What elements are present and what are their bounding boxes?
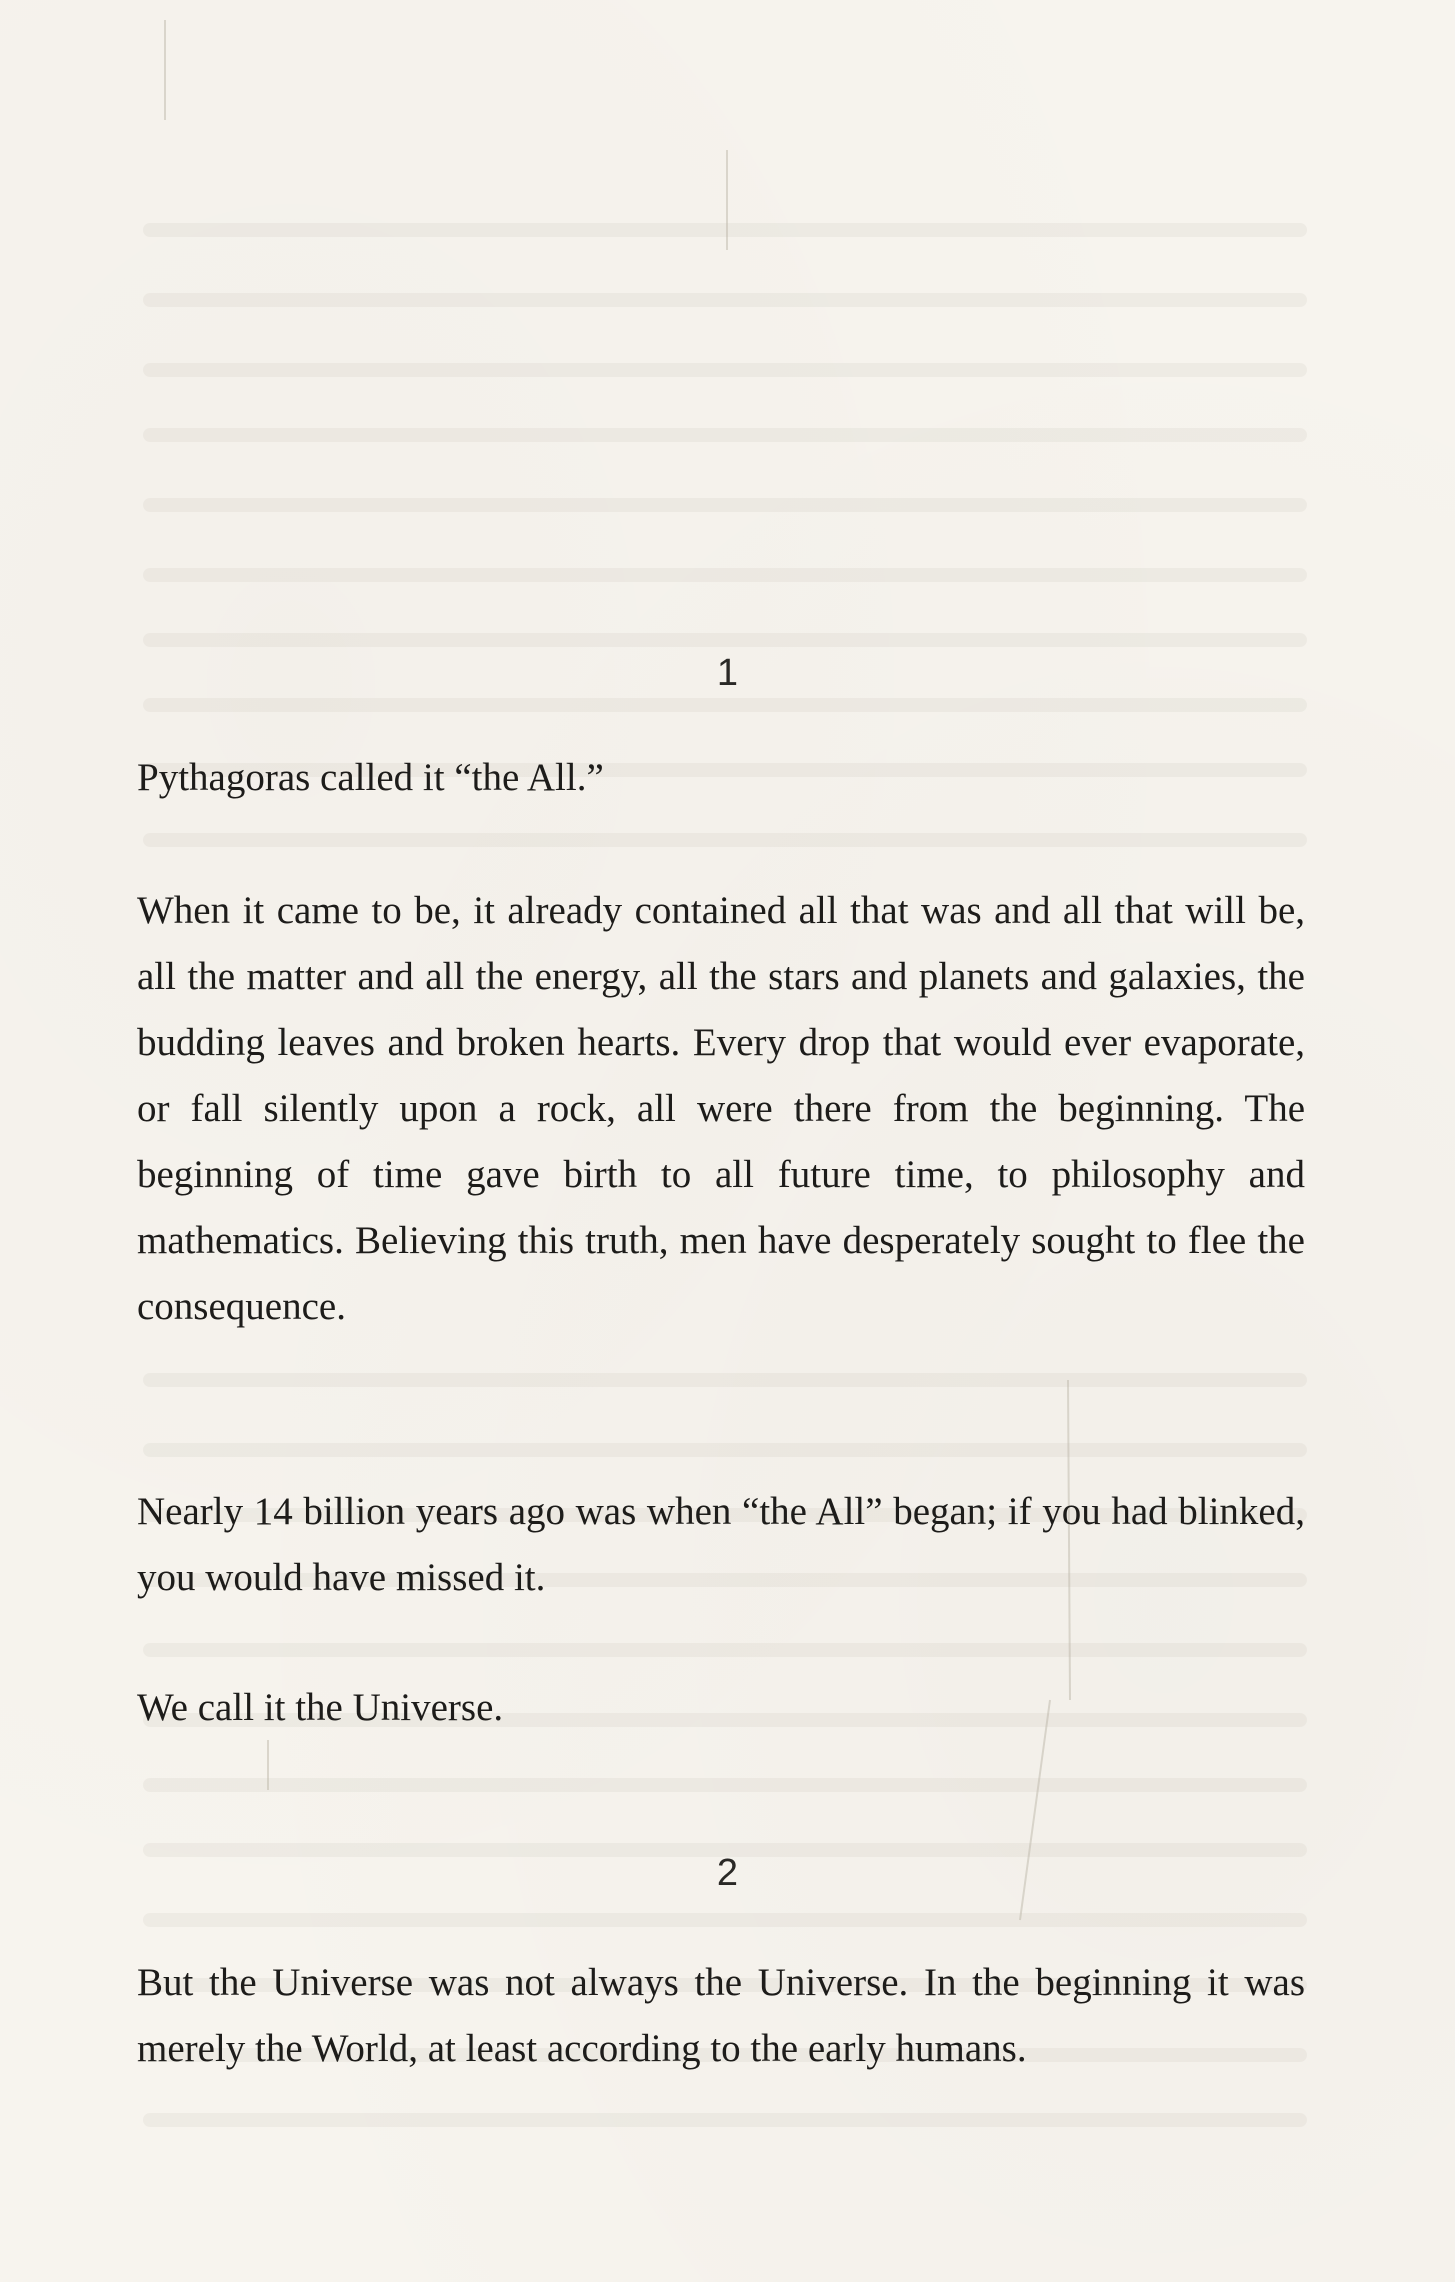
section-1-paragraph-4: We call it the Universe.: [137, 1686, 504, 1729]
section-1-paragraph-2: When it came to be, it already contained all that was and all that will be, all the matter and all the energy, all the stars and planets and galaxies, the budding leaves and broken hearts. Every drop that would ever evaporate, or fall silently upon a rock, all were there from the beginning. The beginning of time gave birth to all future time, to philosophy and mathematics. Believing this truth, men have desperately sought to flee the consequence.: [137, 889, 1305, 1328]
section-2-paragraph-1: But the Universe was not always the Universe. In the beginning it was merely the World, at least according to the early humans.: [137, 1961, 1305, 2070]
section-1-paragraph-3: Nearly 14 billion years ago was when “the All” began; if you had blinked, you would have missed it.: [137, 1490, 1305, 1599]
section-number-2: 2: [716, 1852, 739, 1894]
section-1-paragraph-1: Pythagoras called it “the All.”: [137, 756, 604, 799]
section-number-1: 1: [716, 652, 739, 694]
